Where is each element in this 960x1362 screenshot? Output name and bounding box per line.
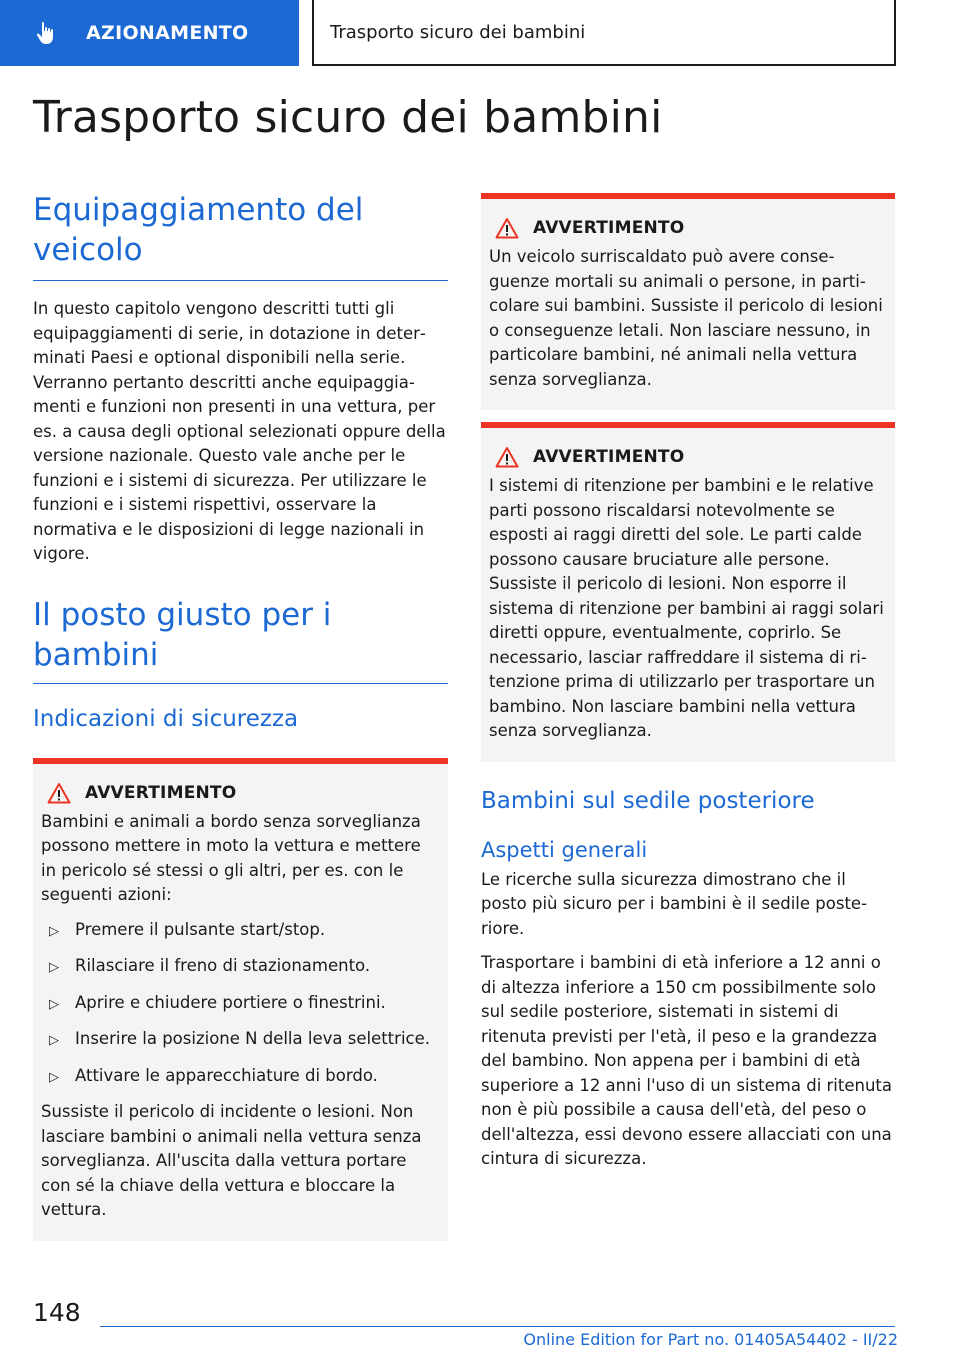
left-column	[33, 190, 448, 1241]
warning-triangle-icon	[495, 217, 519, 239]
list-item: ▷ Attivare le apparecchiature di bordo.	[41, 1064, 440, 1091]
right-column	[481, 193, 895, 1172]
paragraph-equipaggiamento: In questo capitolo vengono descritti tutti gli equipaggiamenti di serie, in dotazione in determinati Paesi e optional disponibili nella serie. Verranno pertanto descritti anche equipaggiamenti e funzioni non presenti in una vettura, per es. a causa degli optional selezionati oppure della versione nazionale. Questo vale anche per le funzioni e i sistemi di sicurezza. Per utilizzare le funzioni e i sistemi rispettivi, osservare la normativa e le disposizioni di legge nazionali in vigore.	[33, 299, 446, 563]
heading-equipaggiamento: Equipaggiamento del veicolo	[33, 190, 448, 281]
warning-body: Un veicolo surriscaldato può avere conseguenze mortali su animali o persone, in particolare sui bambini. Sussiste il pericolo di lesioni o conseguenze letali. Non lasciare nessuno, in particolare bambini, né animali nella vettura senza sorveglianza.	[489, 247, 883, 389]
warning-header	[489, 446, 887, 468]
heading-indicazioni-sicurezza: Indicazioni di sicurezza	[33, 705, 299, 732]
page-title: Trasporto sicuro dei bambini	[33, 92, 663, 143]
paragraph-trasportare: Trasportare i bambini di età inferiore a 12 anni o di altezza inferiore a 150 cm possibilmente solo sul sedile posteriore, sistemati in sistemi di ritenuta previsti per l'età, il peso e la grandezza del bambino. Non appena per i bambini di età superiore a 12 anni l'uso di un sistema di ritenuta non è più possibile a causa dell'età, del peso o dell'altezza, essi devono essere allacciati con una cintura di sicurezza.	[481, 953, 893, 1168]
header-section-tab	[0, 0, 299, 66]
list-item: ▷ Premere il pulsante start/stop.	[41, 918, 440, 945]
warning-header	[41, 782, 440, 804]
paragraph-ricerche: Le ricerche sulla sicurezza dimostrano che il posto più sicuro per i bambini è il sedile posteriore.	[481, 869, 868, 938]
bullet-triangle-icon: ▷	[49, 996, 59, 1012]
warning-title: AVVERTIMENTO	[533, 218, 685, 238]
bullet-triangle-icon: ▷	[49, 960, 59, 975]
page-number: 148	[33, 1298, 81, 1327]
warning-title: AVVERTIMENTO	[533, 447, 685, 467]
warning-box-hot-parts	[481, 422, 895, 762]
footer-edition: Online Edition for Part no. 01405A54402 - II/22	[523, 1330, 898, 1349]
hand-pointer-icon	[32, 18, 62, 48]
warning-box-unattended	[33, 758, 448, 1241]
warning-action-list	[41, 918, 440, 1091]
bullet-triangle-icon: ▷	[49, 923, 59, 939]
footer-divider	[100, 1326, 895, 1327]
warning-body: I sistemi di ritenzione per bambini e le relative parti possono riscaldarsi notevolmente se esposti ai raggi diretti del sole. Le parti calde possono causare bruciature alle persone. Sussiste il pericolo di lesioni. Non esporre il sistema di ritenzione per bambini ai raggi solari diretti oppure, eventualmente, coprirlo. Se necessario, lasciar raffreddare il sistema di ritenzione prima di utilizzarlo per trasportare un bambino. Non lasciare bambini nella vettura senza sorveglianza.	[489, 476, 884, 740]
warning-intro: Bambini e animali a bordo senza sorveglianza possono mettere in moto la vettura e mettere in pericolo sé stessi o gli altri, per es. con le seguenti azioni:	[41, 811, 421, 904]
warning-outro: Sussiste il pericolo di incidente o lesioni. Non lasciare bambini o animali nella vettura senza sorveglianza. All'uscita dalla vettura portare con sé la chiave della vettura e bloccare la vettura.	[41, 1102, 422, 1219]
heading-posto-giusto: Il posto giusto per i bambini	[33, 595, 448, 684]
header-chapter-label: Trasporto sicuro dei bambini	[330, 21, 586, 43]
warning-triangle-icon	[495, 446, 519, 468]
bullet-triangle-icon: ▷	[49, 1069, 59, 1085]
heading-bambini-sedile-posteriore: Bambini sul sedile posteriore	[481, 787, 815, 814]
heading-aspetti-generali: Aspetti generali	[481, 837, 648, 862]
bullet-triangle-icon: ▷	[49, 1033, 59, 1048]
warning-triangle-icon	[47, 782, 71, 804]
list-item: ▷ Aprire e chiudere portiere o finestrini.	[41, 991, 440, 1018]
warning-title: AVVERTIMENTO	[85, 782, 237, 803]
warning-header	[489, 217, 887, 239]
header-chapter-box	[312, 0, 896, 66]
header-section-label: AZIONAMENTO	[86, 22, 249, 44]
list-item: ▷ Rilasciare il freno di stazionamento.	[41, 954, 440, 981]
warning-box-overheated	[481, 193, 895, 410]
list-item: ▷ Inserire la posizione N della leva selettrice.	[41, 1027, 440, 1054]
